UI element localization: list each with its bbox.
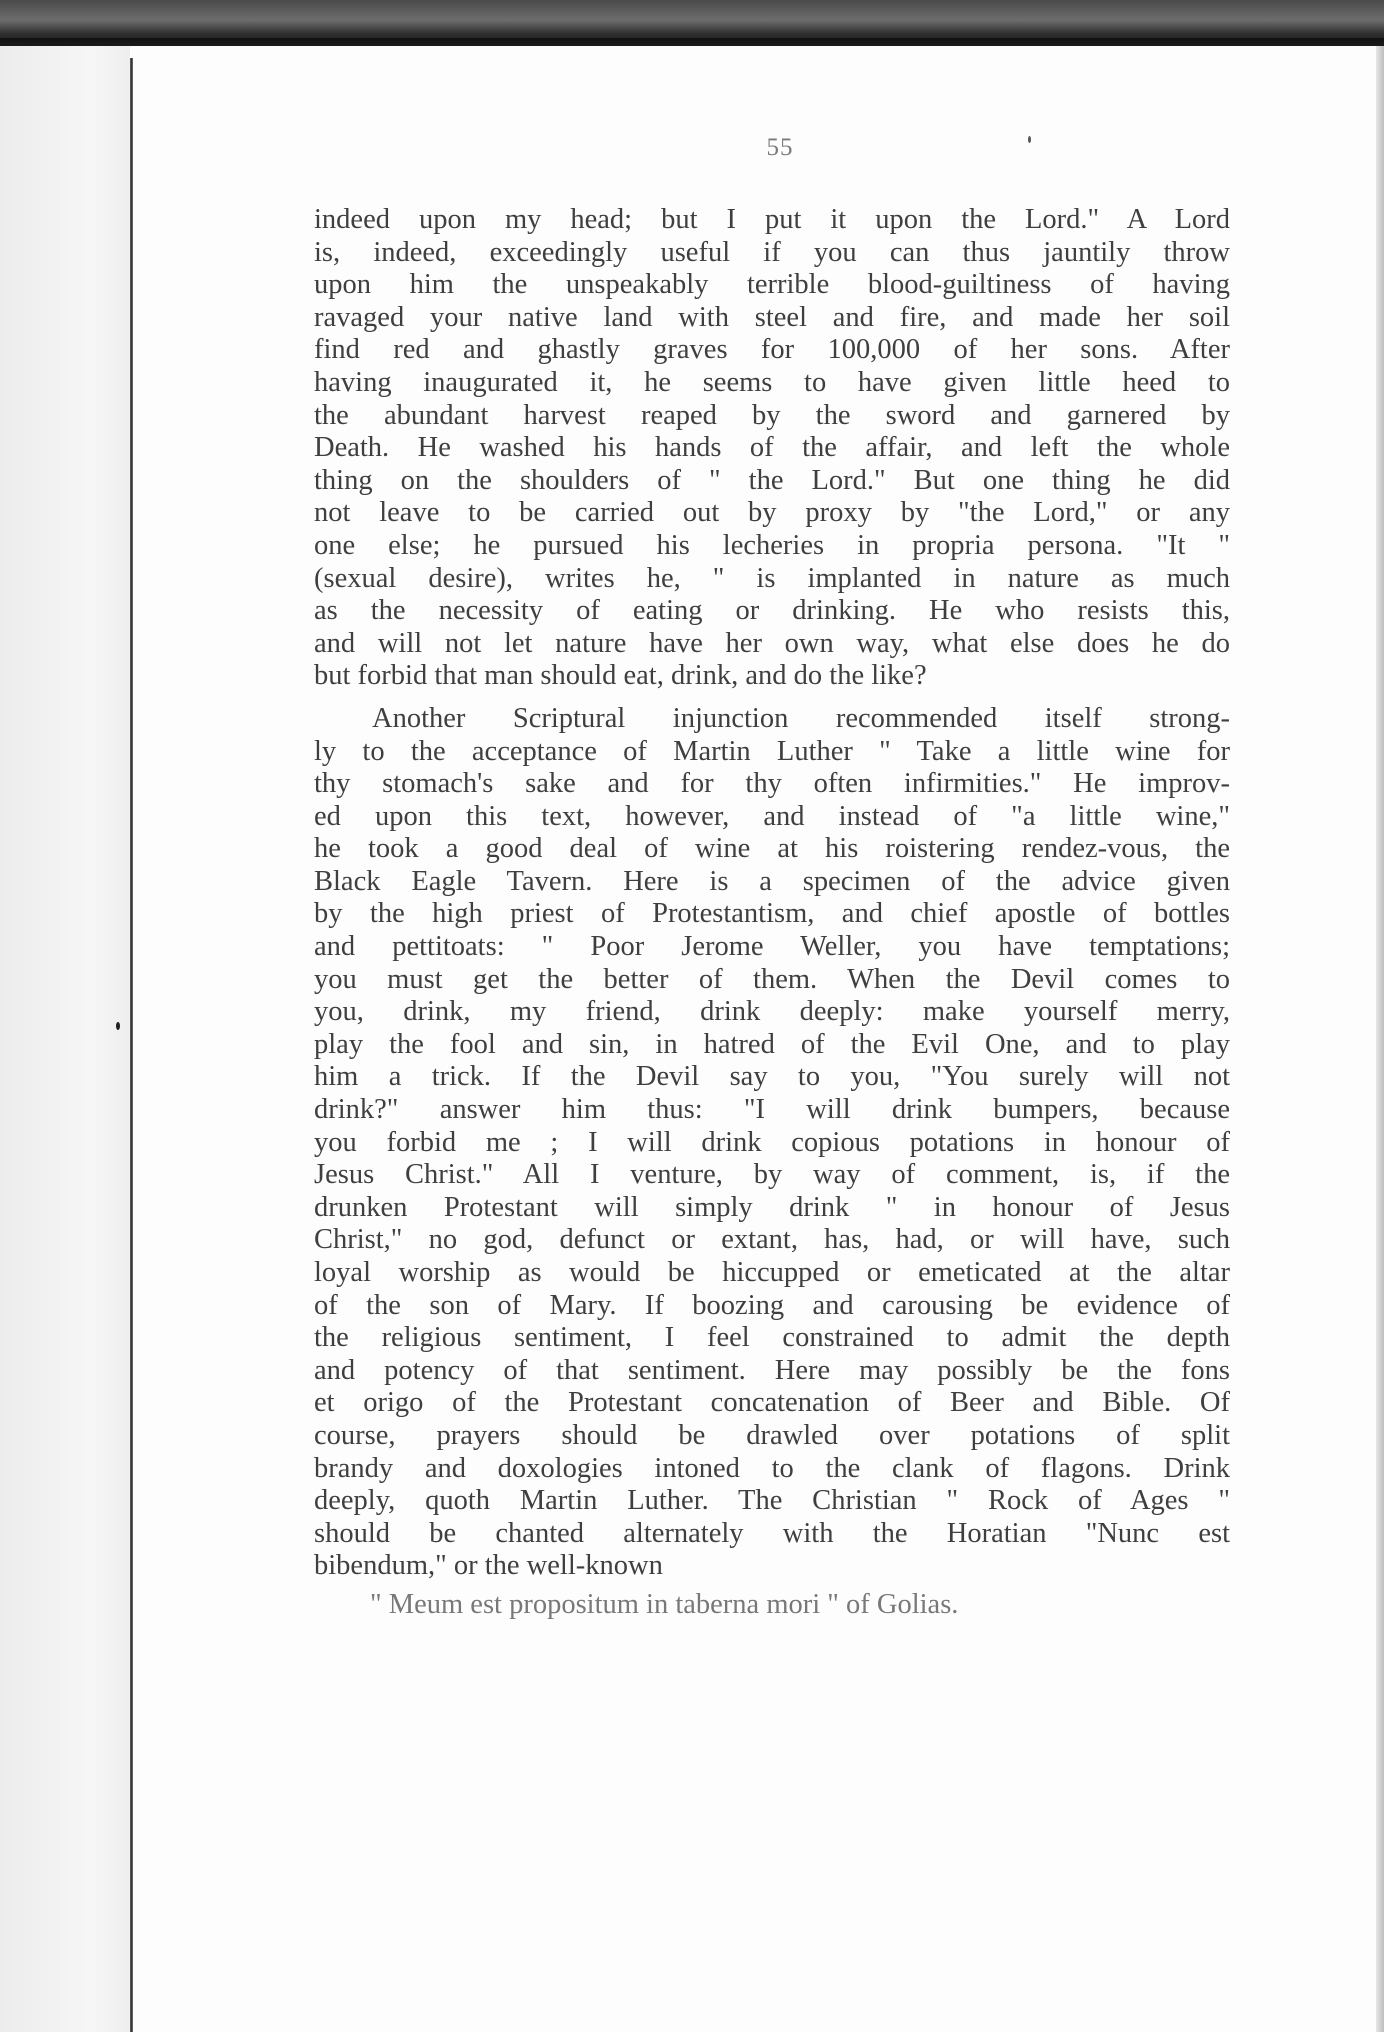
page-number: 55 <box>766 134 794 161</box>
text-line: et origo of the Protestant concatenation of Beer and Bible. Of <box>314 1387 1230 1419</box>
dust-speck <box>1028 136 1031 143</box>
book-top-edge <box>0 0 1384 46</box>
text-line: Black Eagle Tavern. Here is a specimen of the advice given <box>314 865 1230 897</box>
text-line: indeed upon my head; but I put it upon the Lord." A Lord <box>314 204 1230 235</box>
text-line: you, drink, my friend, drink deeply: make yourself merry, <box>314 996 1230 1028</box>
facing-page-margin <box>0 46 130 2032</box>
text-line: upon him the unspeakably terrible blood-guiltiness of having <box>314 269 1230 301</box>
text-line: and potency of that sentiment. Here may possibly be the fons <box>314 1354 1230 1386</box>
text-line: should be chanted alternately with the Horatian "Nunc est <box>314 1517 1230 1549</box>
text-line: (sexual desire), writes he, " is implanted in nature as much <box>314 562 1230 594</box>
text-line: loyal worship as would be hiccupped or emeticated at the altar <box>314 1257 1230 1288</box>
text-line: him a trick. If the Devil say to you, "You surely will not <box>314 1061 1230 1093</box>
text-line: ravaged your native land with steel and fire, and made her soil <box>314 301 1230 333</box>
text-line: thing on the shoulders of " the Lord." But one thing he did <box>314 464 1230 496</box>
text-line: drink?" answer him thus: "I will drink bumpers, because <box>314 1094 1230 1126</box>
text-line: you must get the better of them. When the Devil comes to <box>314 963 1230 995</box>
dust-speck <box>116 1022 120 1030</box>
text-line: Jesus Christ." All I venture, by way of comment, is, if the <box>314 1159 1230 1191</box>
text-line: Christ," no god, defunct or extant, has, had, or will have, such <box>314 1224 1230 1256</box>
text-line: and will not let nature have her own way, what else does he do <box>314 627 1230 659</box>
paragraph <box>314 204 1230 693</box>
text-line: drunken Protestant will simply drink " in honour of Jesus <box>314 1191 1230 1223</box>
text-line: and pettitoats: " Poor Jerome Weller, you have temptations; <box>314 931 1230 963</box>
text-line: having inaugurated it, he seems to have given little heed to <box>314 366 1230 398</box>
body-text <box>314 204 1230 1622</box>
text-line: bibendum," or the well-known <box>314 1550 663 1582</box>
text-line: thy stomach's sake and for thy often infirmities." He improv- <box>314 768 1230 800</box>
text-line: you forbid me ; I will drink copious potations in honour of <box>314 1126 1230 1158</box>
text-line: ly to the acceptance of Martin Luther " Take a little wine for <box>314 735 1230 767</box>
quotation-line: " Meum est propositum in taberna mori " of Golias. <box>370 1588 959 1620</box>
text-line: is, indeed, exceedingly useful if you can thus jauntily throw <box>314 236 1230 268</box>
paragraph <box>314 703 1230 1583</box>
text-line: as the necessity of eating or drinking. He who resists this, <box>314 595 1230 627</box>
text-line: Death. He washed his hands of the affair, and left the whole <box>314 432 1230 464</box>
paragraph-gap <box>314 693 1230 703</box>
text-line: ed upon this text, however, and instead of "a little wine," <box>314 800 1230 832</box>
text-line: find red and ghastly graves for 100,000 of her sons. After <box>314 334 1230 366</box>
page-right-edge <box>1376 46 1384 2032</box>
text-line: by the high priest of Protestantism, and chief apostle of bottles <box>314 898 1230 930</box>
text-line: the religious sentiment, I feel constrained to admit the depth <box>314 1322 1230 1354</box>
text-line: one else; he pursued his lecheries in propria persona. "It " <box>314 529 1230 561</box>
text-line: but forbid that man should eat, drink, and do the like? <box>314 660 927 692</box>
text-line: Another Scriptural injunction recommended itself strong- <box>372 702 1230 734</box>
text-line: play the fool and sin, in hatred of the Evil One, and to play <box>314 1028 1230 1060</box>
text-line: of the son of Mary. If boozing and carousing be evidence of <box>314 1289 1230 1321</box>
text-line: not leave to be carried out by proxy by "the Lord," or any <box>314 497 1230 529</box>
text-line: deeply, quoth Martin Luther. The Christian " Rock of Ages " <box>314 1485 1230 1517</box>
text-line: brandy and doxologies intoned to the clank of flagons. Drink <box>314 1452 1230 1484</box>
text-line: course, prayers should be drawled over potations of split <box>314 1419 1230 1451</box>
book-gutter <box>130 58 133 2032</box>
text-line: he took a good deal of wine at his roistering rendez-vous, the <box>314 833 1230 865</box>
text-line: the abundant harvest reaped by the sword and garnered by <box>314 399 1230 431</box>
